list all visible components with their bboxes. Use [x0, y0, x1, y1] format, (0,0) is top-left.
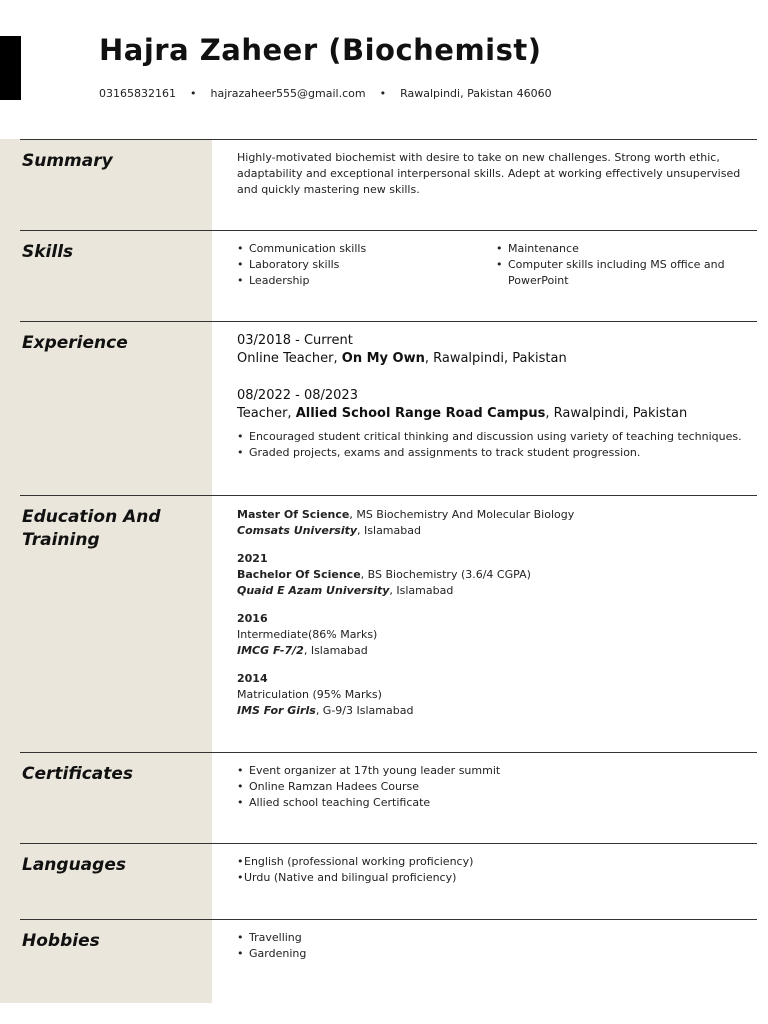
school-line — [237, 643, 757, 659]
school-name: Comsats University — [237, 524, 358, 537]
section-heading: Languages — [22, 855, 126, 875]
hobbies-section — [0, 919, 768, 1003]
languages-content — [237, 854, 757, 886]
education-entry — [237, 507, 757, 539]
section-divider — [20, 919, 757, 920]
degree-line — [237, 507, 757, 523]
education-year: 2021 — [237, 552, 268, 565]
education-entry — [237, 671, 757, 719]
skills-list-left — [237, 241, 487, 289]
job-location: , Rawalpindi, Pakistan — [545, 406, 688, 421]
job-title-line — [237, 350, 757, 368]
email-address: hajrazaheer555@gmail.com — [210, 87, 366, 100]
list-item: • Event organizer at 17th young leader summit — [237, 763, 757, 779]
list-item: • Travelling — [237, 930, 757, 946]
list-item: • Communication skills — [237, 241, 487, 257]
school-place: , Islamabad — [303, 644, 368, 657]
experience-section — [0, 321, 768, 494]
separator-dot: • — [189, 87, 197, 100]
summary-content — [237, 150, 757, 198]
job-title-line — [237, 405, 757, 423]
job-employer: On My Own — [341, 351, 425, 366]
skills-content — [237, 241, 757, 301]
section-divider — [20, 321, 757, 322]
education-entry — [237, 551, 757, 599]
job-bullets — [237, 429, 757, 461]
list-item: • English (professional working proficiency) — [237, 854, 757, 870]
skills-section — [0, 230, 768, 320]
separator-dot: • — [379, 87, 387, 100]
school-name: Quaid E Azam University — [237, 584, 390, 597]
section-divider — [20, 843, 757, 844]
degree-line — [237, 687, 757, 703]
degree-line — [237, 567, 757, 583]
list-item: • Gardening — [237, 946, 757, 962]
summary-text: Highly-motivated biochemist with desire to take on new challenges. Strong worth ethic, adaptability and exceptional interpersonal skills. Adept at working effectively unsupervised and quickly mastering new skills. — [237, 151, 741, 196]
job-dates: 03/2018 - Current — [237, 333, 353, 348]
degree-detail: , BS Biochemistry (3.6/4 CGPA) — [360, 568, 531, 581]
section-heading: Hobbies — [22, 931, 100, 951]
skills-list-right — [496, 241, 746, 289]
list-item: • Encouraged student critical thinking and discussion using variety of teaching techniques. — [237, 429, 757, 445]
list-item: • Urdu (Native and bilingual proficiency) — [237, 870, 757, 886]
hobbies-content — [237, 930, 757, 962]
degree-line — [237, 627, 757, 643]
school-place: , Islamabad — [389, 584, 454, 597]
degree-name: Bachelor Of Science — [237, 568, 361, 581]
school-name: IMCG F-7/2 — [237, 644, 304, 657]
postal-address: Rawalpindi, Pakistan 46060 — [400, 87, 552, 100]
school-line — [237, 583, 757, 599]
section-heading: Skills — [22, 242, 74, 262]
phone-number: 03165832161 — [99, 87, 176, 100]
education-year: 2016 — [237, 612, 268, 625]
school-line — [237, 523, 757, 539]
list-item: • Laboratory skills — [237, 257, 487, 273]
section-heading: Certificates — [22, 764, 134, 784]
education-year: 2014 — [237, 672, 268, 685]
languages-section — [0, 843, 768, 918]
job-dates: 08/2022 - 08/2023 — [237, 388, 358, 403]
job-entry — [237, 387, 757, 461]
job-entry — [237, 332, 757, 368]
certificates-content — [237, 763, 757, 811]
section-divider — [20, 139, 757, 140]
degree-name: Master Of Science — [237, 508, 350, 521]
section-divider — [20, 752, 757, 753]
school-line — [237, 703, 757, 719]
candidate-name: Hajra Zaheer (Biochemist) — [99, 33, 542, 67]
school-place: , Islamabad — [357, 524, 421, 537]
section-divider — [20, 495, 757, 496]
list-item: • Computer skills including MS office and PowerPoint — [496, 257, 738, 289]
list-item: • Allied school teaching Certificate — [237, 795, 757, 811]
degree-detail: , MS Biochemistry And Molecular Biology — [349, 508, 575, 521]
job-title: Teacher, — [237, 406, 296, 421]
job-title: Online Teacher, — [237, 351, 342, 366]
list-item: • Graded projects, exams and assignments to track student progression. — [237, 445, 757, 461]
degree-detail: Intermediate(86% Marks) — [237, 628, 378, 641]
school-place: , G-9/3 Islamabad — [315, 704, 414, 717]
list-item: • Leadership — [237, 273, 487, 289]
contact-line — [99, 87, 552, 100]
list-item: • Maintenance — [496, 241, 746, 257]
certificates-list — [237, 763, 757, 811]
school-name: IMS For Girls — [237, 704, 316, 717]
job-location: , Rawalpindi, Pakistan — [424, 351, 567, 366]
header-accent-bar — [0, 36, 21, 100]
section-heading: Experience — [22, 333, 128, 353]
summary-section — [0, 139, 768, 229]
certificates-section — [0, 752, 768, 842]
languages-list — [237, 854, 757, 886]
job-employer: Allied School Range Road Campus — [295, 406, 546, 421]
section-heading: Education And Training — [22, 507, 161, 550]
education-section — [0, 495, 768, 751]
hobbies-list — [237, 930, 757, 962]
education-content — [237, 507, 757, 732]
education-entry — [237, 611, 757, 659]
experience-content — [237, 332, 757, 461]
section-heading: Summary — [22, 151, 113, 171]
degree-detail: Matriculation (95% Marks) — [237, 688, 382, 701]
list-item: • Online Ramzan Hadees Course — [237, 779, 757, 795]
section-divider — [20, 230, 757, 231]
